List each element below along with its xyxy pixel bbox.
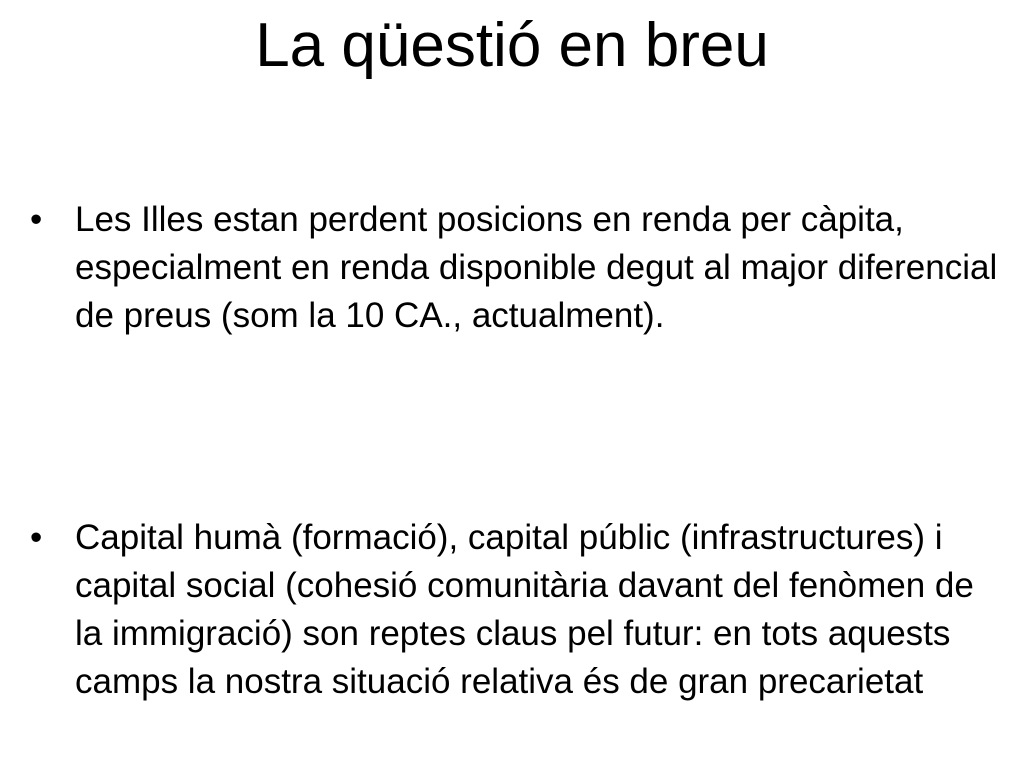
bullet-text: Capital humà (formació), capital públic (infrastructures) i capital social (cohesió comunitària davant del fenòmen de la immigració) son reptes claus pel futur: en tots aquests camps la nostra situació relativa és de gran precarietat — [75, 518, 974, 701]
bullet-dot-icon: • — [30, 518, 43, 557]
bullet-text: Les Illes estan perdent posicions en renda per càpita, especialment en renda disponible degut al major diferencial de preus (som la 10 CA., actualment). — [75, 200, 998, 335]
bullet-item — [30, 196, 1000, 340]
bullet-item — [30, 514, 1000, 706]
bullet-dot-icon: • — [30, 200, 43, 239]
slide-title: La qüestió en breu — [255, 11, 769, 80]
